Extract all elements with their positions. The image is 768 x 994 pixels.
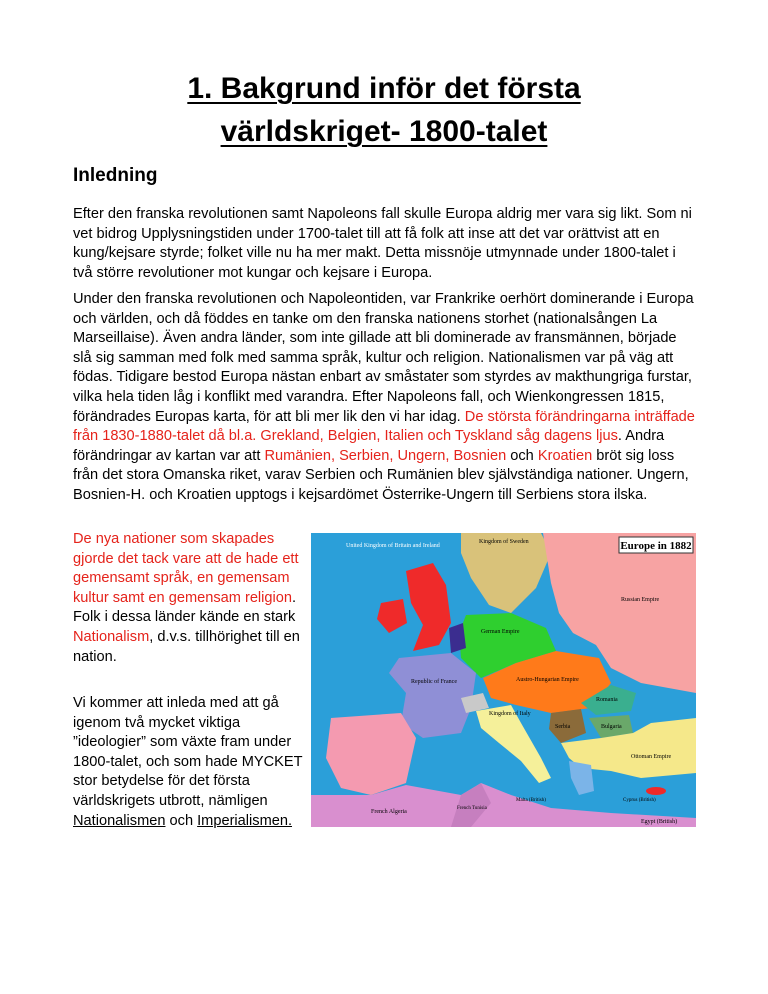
paragraph-text: bröt sig loss från det stora Omanska riket, varav Serbien och Rumänien blev självständiga nationer. Ungern, Bosnien-H. och Kroatien upptogs i kejsardömet Österrike-Ungern till Serbiens stora ilska. xyxy=(73,447,689,503)
map-label-tunisia: French Tunisia xyxy=(457,806,487,811)
paragraph-text: och xyxy=(506,447,538,464)
map-label-uk: United Kingdom of Britain and Ireland xyxy=(346,543,440,549)
map-label-germany: German Empire xyxy=(481,629,520,635)
new-nations-paragraph xyxy=(73,530,309,667)
underlined-term: Nationalismen xyxy=(73,812,166,829)
ideologies-paragraph xyxy=(73,694,309,831)
intro-paragraph: Efter den franska revolutionen samt Napoleons fall skulle Europa aldrig mer vara sig likt. Som ni vet bidrog Upplysningstiden under 1700-talet till att få folk att inse att det var orättvist att en kung/kejsare styrde; folket ville nu ha mer makt. Detta missnöje utmynnade under 1800-talet i två större revolutioner mot kungar och kejsare i Europa. xyxy=(73,206,692,281)
map-label-russia: Russian Empire xyxy=(621,597,660,603)
map-label-sweden: Kingdom of Sweden xyxy=(479,539,529,545)
highlighted-text: Rumänien, Serbien, Ungern, Bosnien xyxy=(264,447,507,464)
map-label-algeria: French Algeria xyxy=(371,809,407,815)
paragraph-text: . Folk i dessa länder kände en stark xyxy=(73,589,297,626)
map-label-cyprus: Cyprus (British) xyxy=(623,798,656,803)
highlighted-text: Kroatien xyxy=(537,447,593,464)
paragraph-text: och xyxy=(165,812,198,829)
highlighted-text: De nya nationer som skapades gjorde det tack vare att de hade ett gemensamt språk, en gemensam kultur samt en gemensam religion xyxy=(73,531,299,606)
map-label-ottoman: Ottoman Empire xyxy=(631,754,672,760)
map-label-serbia: Serbia xyxy=(555,724,571,730)
map-label-egypt: Egypt (British) xyxy=(641,819,678,825)
paragraph-text: Vi kommer att inleda med att gå igenom två mycket viktiga ”ideologier” som växte fram under 1800-talet, och som hade MYCKET stor betydelse för det första världskrigets utbrott, nämligen xyxy=(73,695,303,809)
map-label-france: Republic of France xyxy=(411,679,457,685)
cyprus-region xyxy=(646,787,666,795)
highlighted-text: Nationalism xyxy=(73,628,150,645)
page-title-line-2: världskriget- 1800-talet xyxy=(220,115,548,148)
map-label-austria: Austro-Hungarian Empire xyxy=(516,677,579,683)
nationalism-paragraph xyxy=(73,290,699,506)
map-label-romania: Romania xyxy=(596,697,618,703)
paragraph-text: , d.v.s. tillhörighet till en nation. xyxy=(73,628,300,665)
highlighted-text: De största förändringarna inträffade från 1830-1880-talet då bl.a. Grekland, Belgien, Italien och Tyskland såg dagens ljus xyxy=(73,408,695,445)
lowlands-region xyxy=(449,623,466,653)
europe-map-image xyxy=(311,533,696,827)
map-title: Europe in 1882 xyxy=(620,540,692,552)
underlined-term: Imperialismen. xyxy=(197,812,293,829)
section-heading: Inledning xyxy=(73,165,158,186)
page-title-line-1: 1. Bakgrund inför det första xyxy=(187,72,581,105)
paragraph-text: . Andra förändringar av kartan var att xyxy=(73,428,665,464)
map-label-bulgaria: Bulgaria xyxy=(601,724,622,730)
iberia-region xyxy=(326,713,416,795)
map-label-malta: Malta (British) xyxy=(516,798,546,803)
map-label-italy: Kingdom of Italy xyxy=(489,711,531,717)
paragraph-text: Under den franska revolutionen och Napoleontiden, var Frankrike oerhört dominerande i Europa och världen, och då föddes en tanke om den franska nationens storhet (nationalsången La Marseillaise). Även andra länder, som inte gillade att bli dominerade av fransmännen, började slå sig samman med folk med samma språk, kultur och religion. Nationalismen var på väg att födas. Tidigare bestod Europa nästan enbart av småstater som styrdes av makthungriga furstar, vilka hela tiden låg i konflikt med varandra. Efter Napoleons fall, och Wienkongressen 1815, förändrades Europas karta, för att bli mer lik den vi har idag. xyxy=(73,291,694,425)
